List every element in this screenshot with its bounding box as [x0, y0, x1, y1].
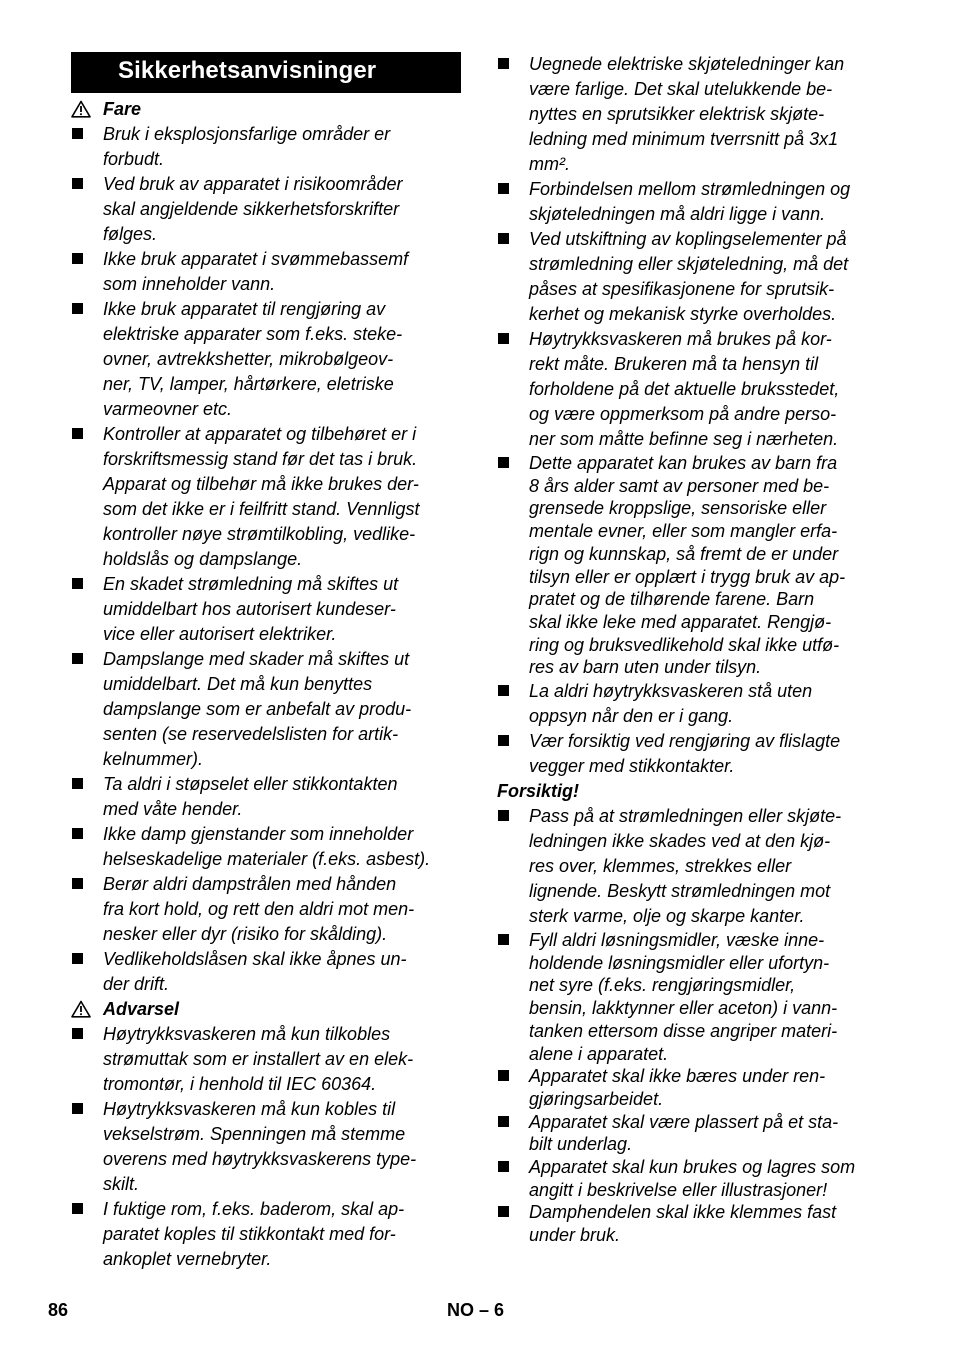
item-line: overens med høytrykksvaskerens type-	[103, 1149, 417, 1169]
item-line: En skadet strømledning må skiftes ut	[103, 574, 399, 594]
item-line: tanken ettersom disse angriper materi-	[529, 1020, 838, 1041]
square-bullet-icon	[72, 778, 83, 789]
warning-triangle-icon	[71, 1000, 91, 1018]
square-bullet-icon	[72, 953, 83, 964]
item-line: net syre (f.eks. rengjøringsmidler,	[529, 975, 796, 996]
item-line: oppsyn når den er i gang.	[529, 706, 734, 727]
item-line: Uegnede elektriske skjøteledninger kan	[529, 54, 845, 74]
cable-list	[497, 804, 889, 929]
item-line: nesker eller dyr (risiko for skålding).	[103, 924, 388, 944]
item-line: bilt underlag.	[529, 1134, 633, 1155]
list-item	[497, 804, 889, 929]
square-bullet-icon	[72, 1103, 83, 1114]
square-bullet-icon	[72, 653, 83, 664]
item-line: Ved utskiftning av koplingselementer på	[529, 229, 847, 249]
list-item	[71, 947, 461, 997]
item-line: I fuktige rom, f.eks. baderom, skal ap-	[103, 1199, 405, 1219]
electrical-list	[497, 52, 889, 452]
item-line: senten (se reservedelslisten for artik-	[103, 724, 399, 744]
item-line: umiddelbart. Det må kun benyttes	[103, 674, 373, 694]
item-line: fra kort hold, og rett den aldri mot men-	[103, 899, 415, 919]
square-bullet-icon	[498, 810, 509, 821]
fare-label: Fare	[103, 99, 142, 119]
item-line: ner som måtte befinne seg i nærheten.	[529, 429, 839, 449]
item-line: sterk varme, olje og skarpe kanter.	[529, 906, 805, 927]
list-item	[497, 929, 889, 1065]
item-line: holdende løsningsmidler eller ufortyn-	[529, 952, 830, 973]
item-line: med våte hender.	[103, 799, 243, 819]
item-line: umiddelbart hos autorisert kundeser-	[103, 599, 396, 619]
item-line: pratet og de tilhørende farene. Barn	[529, 589, 815, 610]
left-column	[71, 52, 461, 1272]
page-label: NO – 6	[447, 1300, 505, 1320]
fare-list	[71, 122, 461, 997]
list-item	[71, 772, 461, 822]
item-line: lignende. Beskytt strømledningen mot	[529, 881, 831, 902]
list-item	[71, 1197, 461, 1272]
item-line: vice eller autorisert elektriker.	[103, 624, 337, 644]
item-line: elektriske apparater som f.eks. steke-	[103, 324, 403, 344]
list-item	[71, 647, 461, 772]
list-item	[497, 52, 889, 177]
right-column	[497, 52, 889, 1247]
item-line: rekt måte. Brukeren må ta hensyn til	[529, 354, 819, 374]
section-heading: Sikkerhetsanvisninger	[71, 52, 461, 93]
advarsel-list	[71, 1022, 461, 1272]
item-line: der drift.	[103, 974, 170, 994]
item-line: Vedlikeholdslåsen skal ikke åpnes un-	[103, 949, 407, 969]
item-line: ner, TV, lamper, hårtørkere, eletriske	[103, 374, 394, 394]
square-bullet-icon	[72, 1028, 83, 1039]
item-line: tilsyn eller er opplært i trygg bruk av ap-	[529, 566, 846, 587]
square-bullet-icon	[498, 183, 509, 194]
item-line: Fyll aldri løsningsmidler, væske inne-	[529, 930, 825, 951]
item-line: påses at spesifikasjonene for sprutsik-	[529, 279, 835, 299]
square-bullet-icon	[498, 1206, 509, 1217]
item-line: Pass på at strømledningen eller skjøte-	[529, 806, 842, 827]
item-line: Ta aldri i støpselet eller stikkontakten	[103, 774, 398, 794]
square-bullet-icon	[72, 253, 83, 264]
square-bullet-icon	[498, 685, 509, 696]
item-line: under bruk.	[529, 1225, 621, 1246]
square-bullet-icon	[498, 233, 509, 244]
list-item	[497, 227, 889, 327]
square-bullet-icon	[72, 578, 83, 589]
item-line: Damphendelen skal ikke klemmes fast	[529, 1202, 837, 1223]
item-line: forbudt.	[103, 149, 165, 169]
item-line: res over, klemmes, strekkes eller	[529, 856, 792, 877]
item-line: som inneholder vann.	[103, 274, 276, 294]
square-bullet-icon	[498, 1116, 509, 1127]
item-line: Ved bruk av apparatet i risikoområder	[103, 174, 403, 194]
item-line: ovner, avtrekkshetter, mikrobølgeov-	[103, 349, 394, 369]
item-line: være farlige. Det skal utelukkende be-	[529, 79, 833, 99]
fare-heading	[71, 97, 461, 122]
item-line: bensin, lakktynner eller aceton) i vann-	[529, 998, 838, 1019]
list-item	[497, 452, 889, 679]
list-item	[497, 729, 889, 779]
item-line: Apparatet skal ikke bæres under ren-	[529, 1066, 826, 1087]
item-line: skilt.	[103, 1174, 139, 1194]
item-line: Kontroller at apparatet og tilbehøret er i	[103, 424, 417, 444]
page-number: 86	[48, 1300, 69, 1320]
item-line: Dette apparatet kan brukes av barn fra	[529, 453, 838, 473]
item-line: angitt i beskrivelse eller illustrasjoner!	[529, 1179, 828, 1200]
list-item	[497, 327, 889, 452]
item-line: følges.	[103, 224, 158, 244]
item-line: kerhet og mekanisk styrke overholdes.	[529, 304, 837, 324]
list-item	[71, 822, 461, 872]
item-line: mm².	[529, 154, 570, 174]
item-line: Ikke damp gjenstander som inneholder	[103, 824, 414, 844]
advarsel-label: Advarsel	[103, 999, 180, 1019]
square-bullet-icon	[498, 735, 509, 746]
item-line: res av barn uten under tilsyn.	[529, 657, 762, 678]
item-line: tromontør, i henhold til IEC 60364.	[103, 1074, 377, 1094]
item-line: Ikke bruk apparatet til rengjøring av	[103, 299, 386, 319]
list-item	[497, 1156, 889, 1201]
item-line: Forbindelsen mellom strømledningen og	[529, 179, 851, 199]
children-list	[497, 452, 889, 679]
list-item	[497, 1065, 889, 1110]
list-item	[71, 172, 461, 247]
square-bullet-icon	[498, 457, 509, 468]
item-line: Høytrykksvaskeren må kun kobles til	[103, 1099, 396, 1119]
item-line: 8 års alder samt av personer med be-	[529, 475, 830, 496]
square-bullet-icon	[72, 178, 83, 189]
supervision-list	[497, 679, 889, 779]
list-item	[71, 1022, 461, 1097]
item-line: forholdene på det aktuelle bruksstedet,	[529, 379, 840, 399]
item-line: skjøteledningen må aldri ligge i vann.	[529, 204, 826, 224]
list-item	[497, 177, 889, 227]
item-line: ledning med minimum tverrsnitt på 3x1	[529, 129, 839, 149]
item-line: rign og kunnskap, så fremt de er under	[529, 543, 839, 564]
list-item	[71, 247, 461, 297]
square-bullet-icon	[72, 878, 83, 889]
item-line: alene i apparatet.	[529, 1043, 669, 1064]
list-item	[497, 1201, 889, 1246]
item-line: Dampslange med skader må skiftes ut	[103, 649, 410, 669]
item-line: varmeovner etc.	[103, 399, 233, 419]
advarsel-heading	[71, 997, 461, 1022]
list-item	[71, 297, 461, 422]
list-item	[71, 872, 461, 947]
list-item	[497, 679, 889, 729]
item-line: vekselstrøm. Spenningen må stemme	[103, 1124, 406, 1144]
item-line: skal angjeldende sikkerhetsforskrifter	[103, 199, 400, 219]
item-line: paratet koples til stikkontakt med for-	[103, 1224, 396, 1244]
item-line: ledningen ikke skades ved at den kjø-	[529, 831, 831, 852]
item-line: som det ikke er i feilfritt stand. Vennligst	[103, 499, 420, 519]
square-bullet-icon	[72, 128, 83, 139]
item-line: gjøringsarbeidet.	[529, 1088, 664, 1109]
item-line: mentale evner, eller som mangler erfa-	[529, 521, 838, 542]
item-line: grensede kroppslige, sensoriske eller	[529, 498, 827, 519]
square-bullet-icon	[498, 934, 509, 945]
item-line: ankoplet vernebryter.	[103, 1249, 272, 1269]
item-line: strømledning eller skjøteledning, må det	[529, 254, 849, 274]
square-bullet-icon	[72, 828, 83, 839]
item-line: Apparat og tilbehør må ikke brukes der-	[103, 474, 419, 494]
square-bullet-icon	[498, 1161, 509, 1172]
list-item	[497, 1111, 889, 1156]
warning-triangle-icon	[71, 100, 91, 118]
item-line: Høytrykksvaskeren må kun tilkobles	[103, 1024, 391, 1044]
item-line: Høytrykksvaskeren må brukes på kor-	[529, 329, 832, 349]
item-line: Ikke bruk apparatet i svømmebassemf	[103, 249, 409, 269]
item-line: ring og bruksvedlikehold skal ikke utfø-	[529, 634, 840, 655]
handling-list	[497, 929, 889, 1247]
square-bullet-icon	[72, 1203, 83, 1214]
item-line: strømuttak som er installert av en elek-	[103, 1049, 414, 1069]
item-line: Apparatet skal kun brukes og lagres som	[529, 1157, 856, 1178]
item-line: og være oppmerksom på andre perso-	[529, 404, 837, 424]
list-item	[71, 422, 461, 572]
item-line: nyttes en sprutsikker elektrisk skjøte-	[529, 104, 825, 124]
item-line: kelnummer).	[103, 749, 204, 769]
list-item	[71, 1097, 461, 1197]
list-item	[71, 122, 461, 172]
item-line: dampslange som er anbefalt av produ-	[103, 699, 412, 719]
item-line: vegger med stikkontakter.	[529, 756, 735, 777]
square-bullet-icon	[498, 333, 509, 344]
item-line: Berør aldri dampstrålen med hånden	[103, 874, 397, 894]
list-item	[71, 572, 461, 647]
square-bullet-icon	[498, 58, 509, 69]
item-line: skal ikke leke med apparatet. Rengjø-	[529, 611, 832, 632]
square-bullet-icon	[498, 1070, 509, 1081]
item-line: helseskadelige materialer (f.eks. asbest).	[103, 849, 431, 869]
square-bullet-icon	[72, 303, 83, 314]
item-line: La aldri høytrykksvaskeren stå uten	[529, 681, 813, 702]
item-line: forskriftsmessig stand før det tas i bruk.	[103, 449, 418, 469]
forsiktig-heading: Forsiktig!	[497, 781, 580, 802]
item-line: holdslås og dampslange.	[103, 549, 303, 569]
item-line: Bruk i eksplosjonsfarlige områder er	[103, 124, 391, 144]
square-bullet-icon	[72, 428, 83, 439]
item-line: Apparatet skal være plassert på et sta-	[529, 1111, 839, 1132]
item-line: Vær forsiktig ved rengjøring av flislagte	[529, 731, 841, 752]
item-line: kontroller nøye strømtilkobling, vedlike-	[103, 524, 416, 544]
